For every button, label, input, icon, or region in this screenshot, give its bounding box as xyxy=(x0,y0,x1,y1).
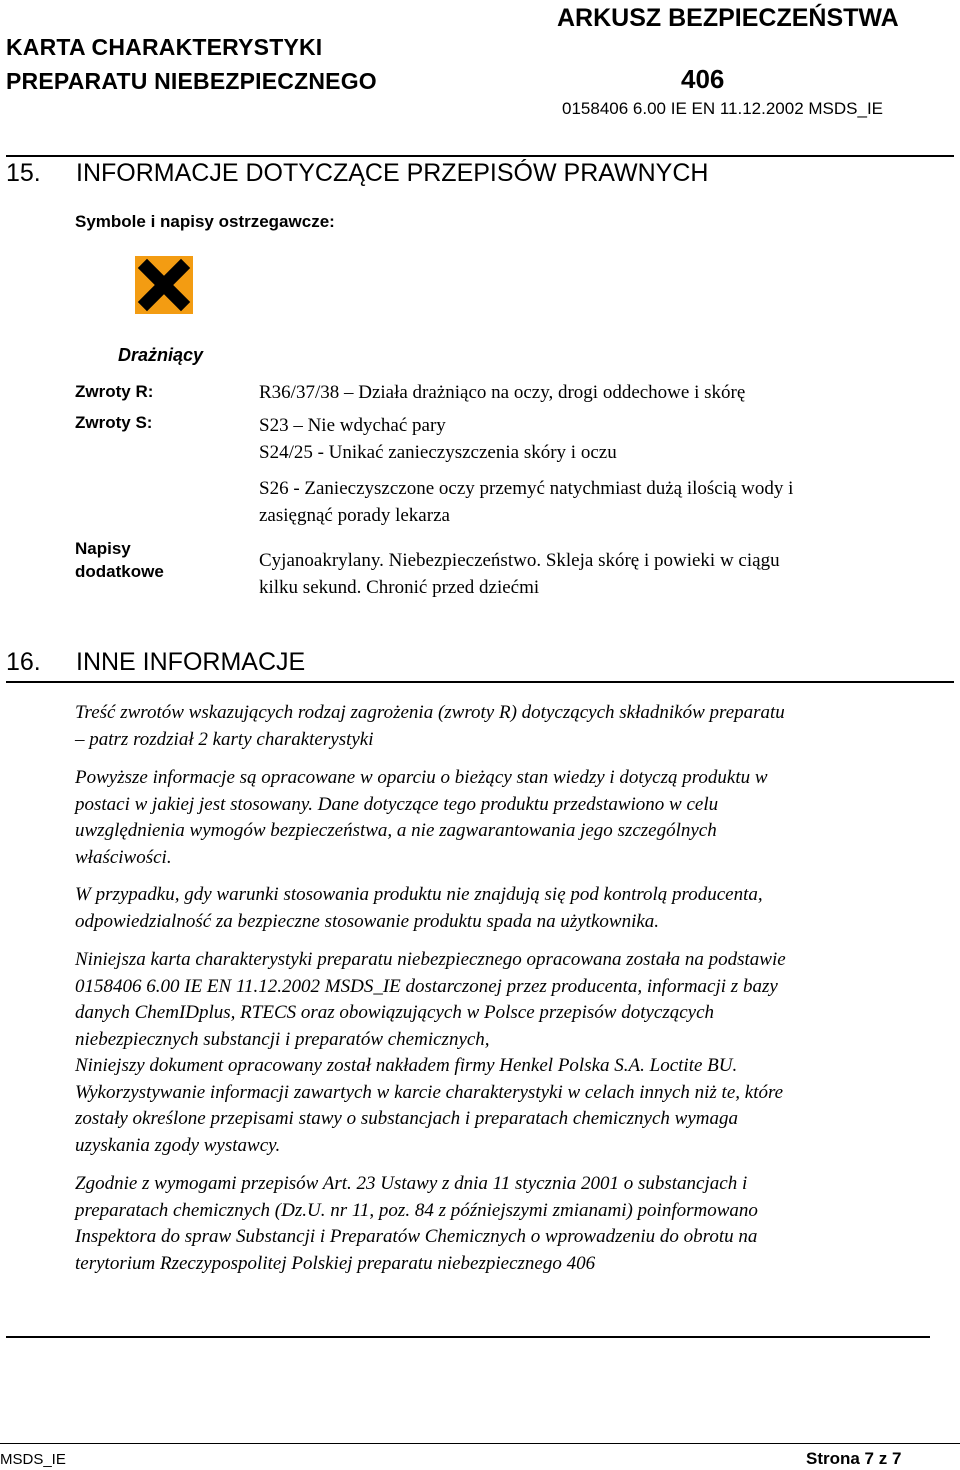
paragraph-line: danych ChemIDplus, RTECS oraz obowiązujących w Polsce przepisów dotyczących xyxy=(75,1002,715,1023)
s-phrases-label: Zwroty S: xyxy=(75,413,153,432)
s-phrase-line: S23 – Nie wdychać pary xyxy=(259,415,446,436)
r-phrases-text xyxy=(259,379,745,406)
additional-label-line2: dodatkowe xyxy=(75,562,164,581)
s-phrase-line: S24/25 - Unikać zanieczyszczenia skóry i oczu xyxy=(259,442,617,463)
paragraph-line: postaci w jakiej jest stosowany. Dane dotyczące tego produktu przedstawiono w celu xyxy=(75,793,719,815)
paragraph-line: Niniejszy dokument opracowany został nakładem firmy Henkel Polska S.A. Loctite BU. xyxy=(75,1055,738,1076)
irritant-x-icon xyxy=(135,256,193,314)
paragraph-r-phrases xyxy=(75,700,945,753)
paragraph-line: odpowiedzialność za bezpieczne stosowanie produktu spada na użytkownika. xyxy=(75,910,660,932)
paragraph-responsibility xyxy=(75,882,945,935)
end-divider xyxy=(6,1336,930,1338)
s-phrase-line: zasięgnąć porady lekarza xyxy=(259,505,450,526)
section-16-number: 16. xyxy=(6,648,41,676)
section-16-title: INNE INFORMACJE xyxy=(76,648,306,676)
symbols-label: Symbole i napisy ostrzegawcze: xyxy=(75,212,335,231)
r-phrases-label: Zwroty R: xyxy=(75,382,154,401)
paragraph-line: Inspektora do spraw Substancji i Preparatów Chemicznych o wprowadzeniu do obrotu na xyxy=(75,1226,758,1247)
footer-left: MSDS_IE xyxy=(0,1451,66,1468)
section-16-heading xyxy=(6,648,305,677)
section-15-heading xyxy=(6,159,708,188)
additional-text-line: kilku sekund. Chronić przed dziećmi xyxy=(259,577,540,598)
additional-label-line1: Napisy xyxy=(75,539,131,558)
paragraph-legal-basis xyxy=(75,1171,945,1277)
header-divider xyxy=(6,155,954,157)
additional-label xyxy=(75,537,164,583)
section-15-title: INFORMACJE DOTYCZĄCE PRZEPISÓW PRAWNYCH xyxy=(76,159,709,187)
header-number: 406 xyxy=(681,64,725,94)
header-reference: 0158406 6.00 IE EN 11.12.2002 MSDS_IE xyxy=(562,99,884,118)
section-16-divider xyxy=(6,681,954,683)
paragraph-line: 0158406 6.00 IE EN 11.12.2002 MSDS_IE dostarczonej przez producenta, informacji z bazy xyxy=(75,975,778,997)
paragraph-line: niebezpiecznych substancji i preparatów chemicznych, xyxy=(75,1028,490,1050)
paragraph-line: preparatach chemicznych (Dz.U. nr 11, poz. 84 z późniejszymi zmianami) poinformowano xyxy=(75,1199,758,1221)
paragraph-line: Niniejsza karta charakterystyki preparatu niebezpiecznego opracowana została na podstawie xyxy=(75,949,786,970)
s-phrase-line: S26 - Zanieczyszczone oczy przemyć natychmiast dużą ilością wody i xyxy=(259,478,794,499)
header-title-line2: PREPARATU NIEBEZPIECZNEGO xyxy=(6,68,377,94)
additional-text-line: Cyjanoakrylany. Niebezpieczeństwo. Skleja skórę i powieki w ciągu xyxy=(259,550,780,571)
header-title-line1: KARTA CHARAKTERYSTYKI xyxy=(6,34,323,60)
header-right-title: ARKUSZ BEZPIECZEŃSTWA xyxy=(557,4,899,32)
paragraph-line: zostały określone przepisami stawy o substancjach i preparatach chemicznych wymaga xyxy=(75,1108,738,1129)
paragraph-line: właściwości. xyxy=(75,846,172,868)
paragraph-line: W przypadku, gdy warunki stosowania produktu nie znajdują się pod kontrolą producenta, xyxy=(75,884,763,905)
paragraph-line: Zgodnie z wymogami przepisów Art. 23 Ustawy z dnia 11 stycznia 2001 o substancjach i xyxy=(75,1173,748,1194)
section-15-number: 15. xyxy=(6,159,41,187)
paragraph-disclaimer xyxy=(75,765,945,871)
footer-divider xyxy=(0,1443,960,1444)
hazard-caption: Drażniący xyxy=(118,345,204,365)
paragraph-line: Powyższe informacje są opracowane w oparciu o bieżący stan wiedzy i dotyczą produktu w xyxy=(75,767,768,788)
paragraph-line: terytorium Rzeczypospolitej Polskiej preparatu niebezpiecznego 406 xyxy=(75,1252,596,1274)
r-phrases-value: R36/37/38 – Działa drażniąco na oczy, drogi oddechowe i skórę xyxy=(259,382,746,403)
paragraph-line: – patrz rozdział 2 karty charakterystyki xyxy=(75,728,374,750)
paragraph-line: Treść zwrotów wskazujących rodzaj zagrożenia (zwroty R) dotyczących składników preparatu xyxy=(75,702,785,723)
paragraph-line: Wykorzystywanie informacji zawartych w karcie charakterystyki w celach innych niż te, które xyxy=(75,1081,784,1103)
paragraph-line: uzyskania zgody wystawcy. xyxy=(75,1134,281,1156)
paragraph-line: uwzględnienia wymogów bezpieczeństwa, a nie zagwarantowania jego szczególnych xyxy=(75,820,717,841)
paragraph-sources xyxy=(75,947,945,1159)
footer-page-number: Strona 7 z 7 xyxy=(806,1449,902,1468)
